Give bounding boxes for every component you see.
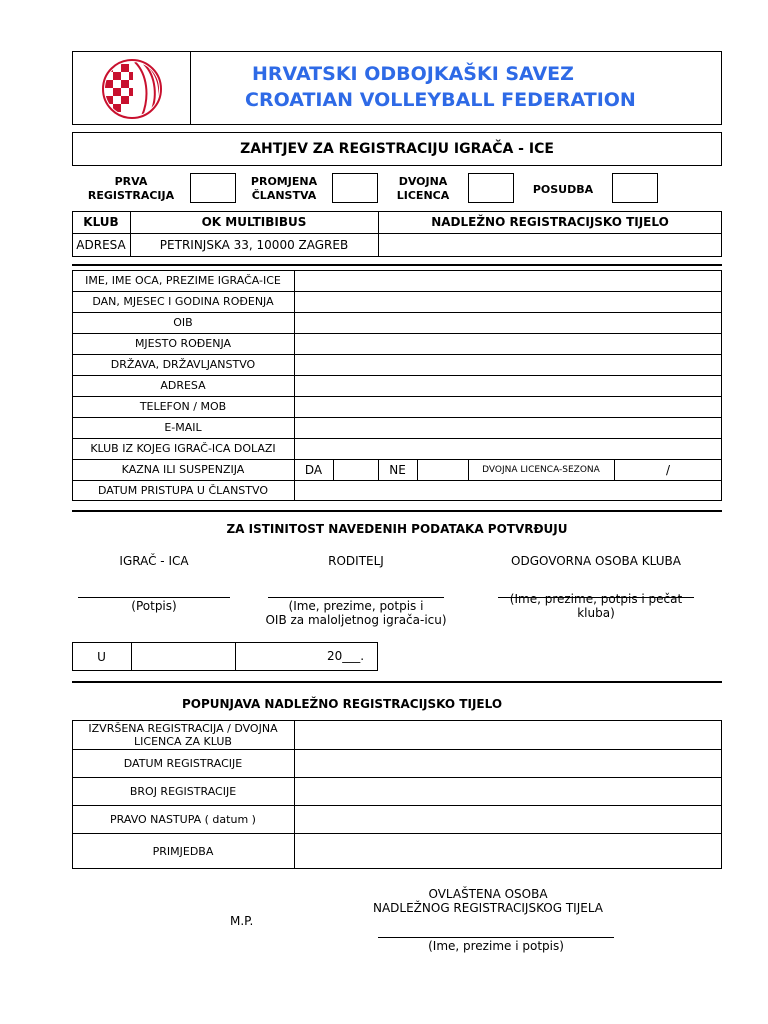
checkbox-promjena-clanstva[interactable] bbox=[332, 173, 378, 203]
authority-signature-caption: (Ime, prezime i potpis) bbox=[428, 939, 564, 953]
federation-logo bbox=[92, 56, 172, 122]
type-label-line: PRVA bbox=[114, 175, 148, 188]
confirm-title: ZA ISTINITOST NAVEDENIH PODATAKA POTVRĐUJU bbox=[226, 522, 568, 536]
ovlastena-osoba-label-1: OVLAŠTENA OSOBA bbox=[428, 887, 548, 901]
player-field-input[interactable] bbox=[295, 313, 721, 332]
player-field-input[interactable] bbox=[295, 292, 721, 311]
adresa-label: ADRESA bbox=[76, 238, 126, 252]
player-signature-label: IGRAČ - ICA bbox=[119, 554, 189, 568]
player-field-input[interactable] bbox=[295, 439, 721, 458]
authority-label-line: BROJ REGISTRACIJE bbox=[129, 784, 237, 798]
adresa-value: PETRINJSKA 33, 10000 ZAGREB bbox=[159, 238, 349, 252]
parent-signature-label: RODITELJ bbox=[328, 554, 384, 568]
type-option-label-posudba: POSUDBA bbox=[532, 182, 594, 196]
type-label-line: ČLANSTVA bbox=[251, 189, 317, 202]
place-input[interactable] bbox=[132, 643, 234, 670]
authority-field-input[interactable] bbox=[295, 721, 721, 748]
volleyball-logo-icon bbox=[92, 56, 172, 122]
federation-title-en: CROATIAN VOLLEYBALL FEDERATION bbox=[245, 89, 636, 111]
mp-stamp-label: M.P. bbox=[230, 914, 254, 928]
type-option-label-dvojna bbox=[378, 174, 468, 204]
kazna-ne-checkbox[interactable] bbox=[418, 460, 467, 479]
type-option-label-prva bbox=[76, 174, 186, 204]
checkbox-posudba[interactable] bbox=[612, 173, 658, 203]
authority-label-line: DATUM REGISTRACIJE bbox=[123, 756, 243, 770]
authority-field-label bbox=[72, 720, 294, 749]
authority-field-label bbox=[72, 805, 294, 833]
authority-field-input[interactable] bbox=[295, 834, 721, 868]
sezona-slash: / bbox=[665, 462, 671, 477]
parent-signature-caption-2: OIB za maloljetnog igrača-icu) bbox=[265, 613, 447, 627]
player-field-label: DRŽAVA, DRŽAVLJANSTVO bbox=[110, 358, 256, 371]
player-field-input[interactable] bbox=[295, 376, 721, 395]
authority-label: NADLEŽNO REGISTRACIJSKO TIJELO bbox=[431, 215, 669, 229]
kazna-ne-label: NE bbox=[389, 462, 406, 477]
dvojna-licenca-sezona-label: DVOJNA LICENCA-SEZONA bbox=[482, 464, 600, 475]
checkbox-dvojna-licenca[interactable] bbox=[468, 173, 514, 203]
player-field-label: DAN, MJESEC I GODINA ROĐENJA bbox=[92, 295, 274, 308]
player-field-input[interactable] bbox=[295, 397, 721, 416]
player-field-label: E-MAIL bbox=[164, 421, 202, 434]
player-field-input[interactable] bbox=[295, 418, 721, 437]
klub-label: KLUB bbox=[83, 215, 119, 229]
player-field-label: DATUM PRISTUPA U ČLANSTVO bbox=[98, 484, 268, 497]
type-label-line: DVOJNA bbox=[398, 175, 448, 188]
section-separator bbox=[72, 510, 722, 512]
authority-field-label bbox=[72, 833, 294, 869]
parent-signature-caption-1: (Ime, prezime, potpis i bbox=[288, 599, 424, 613]
authority-field-input[interactable] bbox=[295, 778, 721, 804]
type-option-label-promjena bbox=[236, 174, 332, 204]
club-signature-caption: (Ime, prezime, potpis i pečat kluba) bbox=[509, 592, 683, 620]
player-field-input[interactable] bbox=[295, 481, 721, 500]
authority-field-label bbox=[72, 777, 294, 805]
place-label: U bbox=[97, 649, 106, 664]
authority-label-line: IZVRŠENA REGISTRACIJA / DVOJNA bbox=[88, 721, 278, 735]
authority-field-label bbox=[72, 749, 294, 777]
type-label-line: PROMJENA bbox=[250, 175, 318, 188]
authority-label-line: PRAVO NASTUPA ( datum ) bbox=[110, 812, 256, 826]
authority-label-line: LICENCA ZA KLUB bbox=[134, 734, 232, 748]
klub-value: OK MULTIBIBUS bbox=[201, 215, 307, 229]
player-field-label: MJESTO ROĐENJA bbox=[134, 337, 232, 350]
place-date-col-line bbox=[235, 642, 236, 671]
header-divider bbox=[190, 51, 191, 125]
player-field-input[interactable] bbox=[295, 334, 721, 353]
checkbox-prva-registracija[interactable] bbox=[190, 173, 236, 203]
authority-label-line: PRIMJEDBA bbox=[152, 844, 214, 858]
player-signature-caption: (Potpis) bbox=[131, 599, 177, 613]
player-field-label: KAZNA ILI SUSPENZIJA bbox=[121, 463, 245, 476]
club-person-signature-label: ODGOVORNA OSOBA KLUBA bbox=[511, 554, 681, 568]
date-year-field[interactable]: 20___. bbox=[327, 649, 365, 663]
player-field-label: KLUB IZ KOJEG IGRAČ-ICA DOLAZI bbox=[90, 442, 276, 455]
type-label-line: LICENCA bbox=[396, 189, 450, 202]
authority-field-input[interactable] bbox=[295, 750, 721, 776]
authority-section-title: POPUNJAVA NADLEŽNO REGISTRACIJSKO TIJELO bbox=[181, 697, 503, 711]
player-field-label: OIB bbox=[173, 316, 193, 329]
player-field-label: IME, IME OCA, PREZIME IGRAČA-ICE bbox=[85, 274, 281, 287]
player-field-label: TELEFON / MOB bbox=[139, 400, 227, 413]
federation-title-hr: HRVATSKI ODBOJKAŠKI SAVEZ bbox=[252, 63, 574, 85]
authority-value-field[interactable] bbox=[379, 234, 721, 256]
player-field-input[interactable] bbox=[295, 355, 721, 374]
ovlastena-osoba-label-2: NADLEŽNOG REGISTRACIJSKOG TIJELA bbox=[372, 901, 603, 915]
kazna-da-label: DA bbox=[304, 462, 323, 477]
kazna-da-checkbox[interactable] bbox=[334, 460, 377, 479]
type-label-line: REGISTRACIJA bbox=[87, 189, 175, 202]
section-separator bbox=[72, 264, 722, 266]
authority-field-input[interactable] bbox=[295, 806, 721, 832]
section-separator bbox=[72, 681, 722, 683]
form-title: ZAHTJEV ZA REGISTRACIJU IGRAČA - ICE bbox=[72, 132, 722, 166]
player-field-input[interactable] bbox=[295, 271, 721, 290]
player-field-label: ADRESA bbox=[160, 379, 206, 392]
